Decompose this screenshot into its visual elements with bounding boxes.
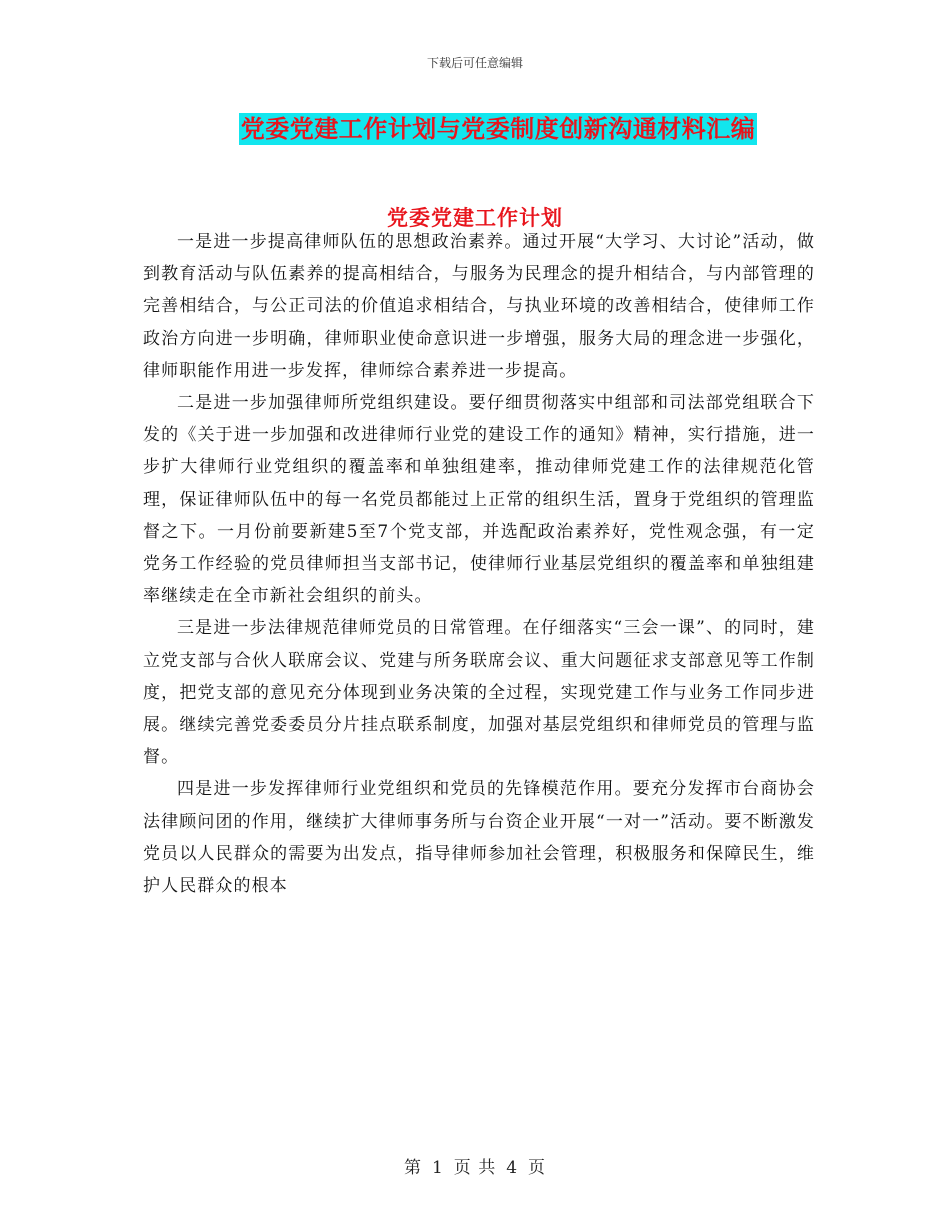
document-title — [0, 113, 950, 145]
document-title-text: 党委党建工作计划与党委制度创新沟通材料汇编 — [240, 114, 756, 143]
paragraph-3: 三是进一步法律规范律师党员的日常管理。在仔细落实“三会一课”、的同时，建立党支部与合伙人联席会议、党建与所务联席会议、重大问题征求支部意见等工作制度，把党支部的意见充分体现到业务决策的全过程，实现党建工作与业务工作同步进展。继续完善党委委员分片挂点联系制度，加强对基层党组织和律师党员的管理与监督。 — [143, 618, 815, 768]
page-footer — [0, 1153, 950, 1178]
section-title: 党委党建工作计划 — [387, 205, 563, 230]
paragraph-1: 一是进一步提高律师队伍的思想政治素养。通过开展“大学习、大讨论”活动，做到教育活动与队伍素养的提高相结合，与服务为民理念的提升相结合，与内部管理的完善相结合，与公正司法的价值追求相结合，与执业环境的改善相结合，使律师工作政治方向进一步明确，律师职业使命意识进一步增强，服务大局的理念进一步强化，律师职能作用进一步发挥，律师综合素养进一步提高。 — [143, 232, 815, 381]
header-note: 下载后可任意编辑 — [426, 56, 523, 70]
footer-middle: 页 共 — [453, 1158, 497, 1178]
footer-prefix: 第 — [403, 1158, 422, 1178]
document-body — [143, 226, 815, 902]
footer-suffix: 页 — [528, 1158, 547, 1178]
paragraph-4: 四是进一步发挥律师行业党组织和党员的先锋模范作用。要充分发挥市台商协会法律顾问团的作用，继续扩大律师事务所与台资企业开展“一对一”活动。要不断激发党员以人民群众的需要为出发点，指导律师参加社会管理，积极服务和保障民生，维护人民群众的根本 — [143, 779, 815, 897]
page-number: 1 — [431, 1158, 444, 1178]
page-total: 4 — [506, 1158, 519, 1178]
paragraph-2: 二是进一步加强律师所党组织建设。要仔细贯彻落实中组部和司法部党组联合下发的《关于进一步加强和改进律师行业党的建设工作的通知》精神，实行措施，进一步扩大律师行业党组织的覆盖率和单独组建率，推动律师党建工作的法律规范化管理，保证律师队伍中的每一名党员都能过上正常的组织生活，置身于党组织的管理监督之下。一月份前要新建5至7个党支部，并选配政治素养好，党性观念强，有一定党务工作经验的党员律师担当支部书记，使律师行业基层党组织的覆盖率和单独组建率继续走在全市新社会组织的前头。 — [143, 393, 815, 607]
